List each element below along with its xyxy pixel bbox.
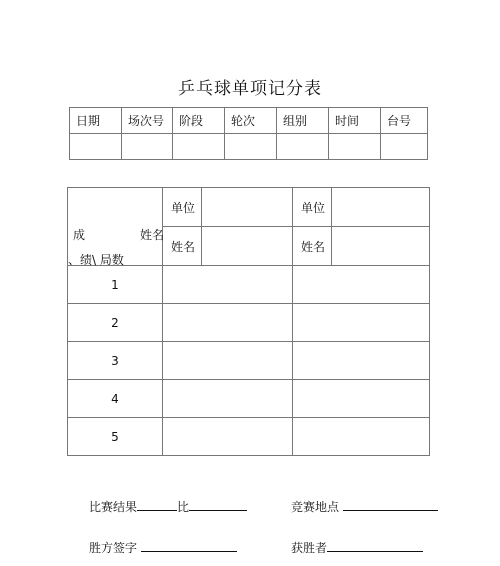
- table-no-value[interactable]: [381, 134, 428, 160]
- table-row: [68, 342, 430, 380]
- score-cell-a[interactable]: [163, 418, 293, 456]
- header-row: [70, 108, 428, 134]
- score-cell-b[interactable]: [293, 342, 430, 380]
- match-info-table: [69, 107, 428, 160]
- venue-label: 竞赛地点: [291, 500, 340, 514]
- winner-blank[interactable]: [327, 541, 423, 552]
- unit-label-a: 单位: [163, 188, 202, 227]
- corner-cell: [68, 188, 163, 266]
- winner-sign-line: [89, 539, 237, 556]
- winner-label: 获胜者: [291, 541, 328, 555]
- score-cell-a[interactable]: [163, 342, 293, 380]
- value-row: [70, 134, 428, 160]
- time-value[interactable]: [329, 134, 381, 160]
- unit-row: [68, 188, 430, 227]
- page-title: 乒乓球单项记分表: [178, 79, 322, 99]
- score-cell-a[interactable]: [163, 266, 293, 304]
- col-group: 组别: [277, 108, 329, 134]
- unit-label-b: 单位: [293, 188, 332, 227]
- match-no-value[interactable]: [122, 134, 173, 160]
- winner-line: [291, 539, 423, 556]
- result-label: 比赛结果: [89, 500, 138, 514]
- group-value[interactable]: [277, 134, 329, 160]
- date-value[interactable]: [70, 134, 122, 160]
- score-table: [67, 187, 430, 456]
- unit-value-b[interactable]: [332, 188, 430, 227]
- name-label-b: 姓名: [293, 227, 332, 266]
- col-table-no: 台号: [381, 108, 428, 134]
- table-row: [68, 380, 430, 418]
- table-row: [68, 304, 430, 342]
- winner-sign-label: 胜方签字: [89, 541, 138, 555]
- col-match-no: 场次号: [122, 108, 173, 134]
- venue-line: [291, 498, 438, 515]
- venue-blank[interactable]: [343, 500, 438, 511]
- col-date: 日期: [70, 108, 122, 134]
- score-cell-b[interactable]: [293, 418, 430, 456]
- score-cell-b[interactable]: [293, 266, 430, 304]
- score-cell-a[interactable]: [163, 380, 293, 418]
- stage-value[interactable]: [173, 134, 225, 160]
- table-row: [68, 418, 430, 456]
- game-number: 4: [68, 380, 163, 418]
- score-cell-a[interactable]: [163, 304, 293, 342]
- result-score-a-blank[interactable]: [137, 500, 177, 511]
- col-time: 时间: [329, 108, 381, 134]
- col-round: 轮次: [225, 108, 277, 134]
- game-number: 3: [68, 342, 163, 380]
- score-cell-b[interactable]: [293, 380, 430, 418]
- name-value-b[interactable]: [332, 227, 430, 266]
- result-score-b-blank[interactable]: [189, 500, 247, 511]
- game-number: 2: [68, 304, 163, 342]
- game-number: 5: [68, 418, 163, 456]
- result-line: [89, 498, 247, 515]
- score-cell-b[interactable]: [293, 304, 430, 342]
- table-row: [68, 266, 430, 304]
- corner-result-label: 成: [73, 228, 86, 242]
- round-value[interactable]: [225, 134, 277, 160]
- unit-value-a[interactable]: [202, 188, 293, 227]
- corner-name-label: 姓名: [140, 228, 165, 242]
- corner-games-label: 、绩\ 局数: [68, 253, 124, 267]
- game-number: 1: [68, 266, 163, 304]
- col-stage: 阶段: [173, 108, 225, 134]
- winner-sign-blank[interactable]: [141, 541, 237, 552]
- ratio-label: 比: [177, 500, 190, 514]
- name-label-a: 姓名: [163, 227, 202, 266]
- name-value-a[interactable]: [202, 227, 293, 266]
